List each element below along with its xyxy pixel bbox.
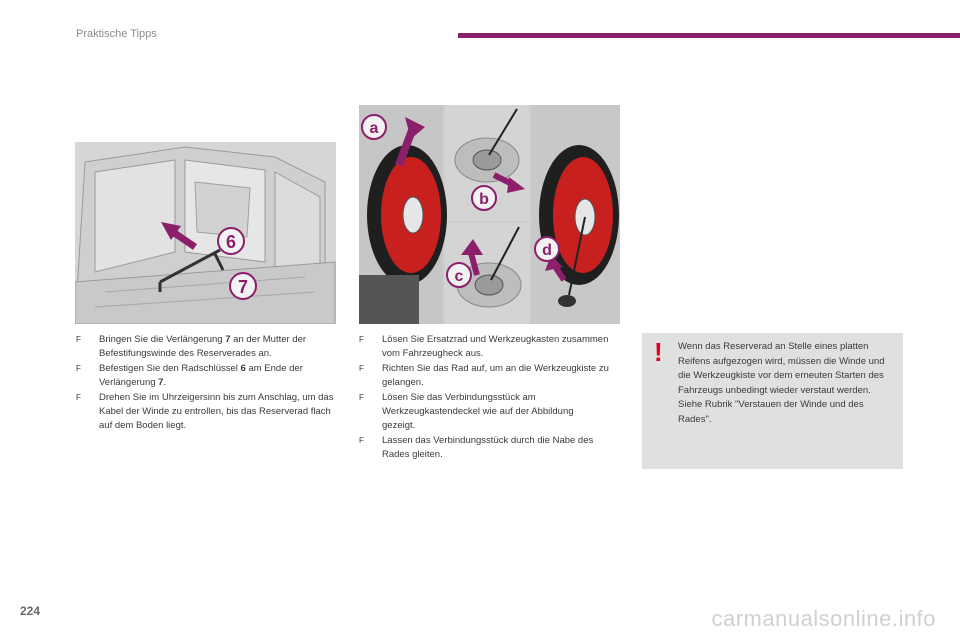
warning-text	[678, 340, 896, 428]
warning-reference: Siehe Rubrik "Verstauen der Winde und des Rades".	[678, 399, 864, 425]
figure-label-a: a	[369, 120, 379, 137]
bullet-mark: F	[359, 435, 364, 445]
figure-label-c: c	[454, 268, 464, 285]
illustration-spare-wheel-steps	[359, 105, 620, 324]
bullet-mark: F	[76, 363, 81, 373]
figure-label-b: b	[479, 191, 489, 208]
bullet-mark: F	[76, 335, 81, 344]
bullet-mark: F	[359, 363, 364, 373]
warning-paragraph: Wenn das Reserverad an Stelle eines platten Reifens aufgezogen wird, müssen die Winde und die Werkzeugkiste vor dem erneuten Starten des Fahrzeugs unbedingt wieder verstaut werden.	[678, 341, 885, 396]
list-item: F Befestigen Sie den Radschlüssel 6 am Ende der Verlängerung 7.	[76, 362, 303, 389]
figure-label-7: 7	[237, 277, 249, 297]
bullet-mark: F	[359, 392, 364, 402]
instructions-left	[76, 333, 342, 434]
bullet-mark: F	[76, 392, 81, 402]
warning-icon: !	[654, 337, 663, 367]
illustration-trunk-winch	[75, 142, 336, 324]
instructions-middle	[359, 333, 609, 463]
list-item: F Lassen das Verbindungsstück durch die Nabe des Rades gleiten.	[359, 434, 594, 461]
list-item: F Drehen Sie im Uhrzeigersinn bis zum Anschlag, um das Kabel der Winde zu entrollen, bis das Reserverad flach auf dem Boden liegt.	[76, 391, 334, 432]
list-item: F Richten Sie das Rad auf, um an die Werkzeugkiste zu gelangen.	[359, 362, 609, 389]
list-item: F Lösen Sie Ersatzrad und Werkzeugkasten zusammen vom Fahrzeugheck aus.	[359, 334, 609, 360]
page-header-title: Praktische Tipps	[76, 28, 157, 40]
header-accent-bar	[458, 33, 960, 38]
list-item: F Lösen Sie das Verbindungsstück am Werkzeugkastendeckel wie auf der Abbildung gezeigt.	[359, 391, 574, 432]
warning-box	[642, 333, 903, 469]
bullet-mark: F	[359, 335, 364, 344]
figure-label-6: 6	[225, 232, 237, 252]
figure-label-d: d	[542, 242, 552, 259]
watermark: carmanualsonline.info	[711, 606, 936, 631]
page-number: 224	[20, 604, 41, 618]
list-item: F Bringen Sie die Verlängerung 7 an der Mutter der Befestifungswinde des Reserverades an.	[76, 334, 307, 360]
